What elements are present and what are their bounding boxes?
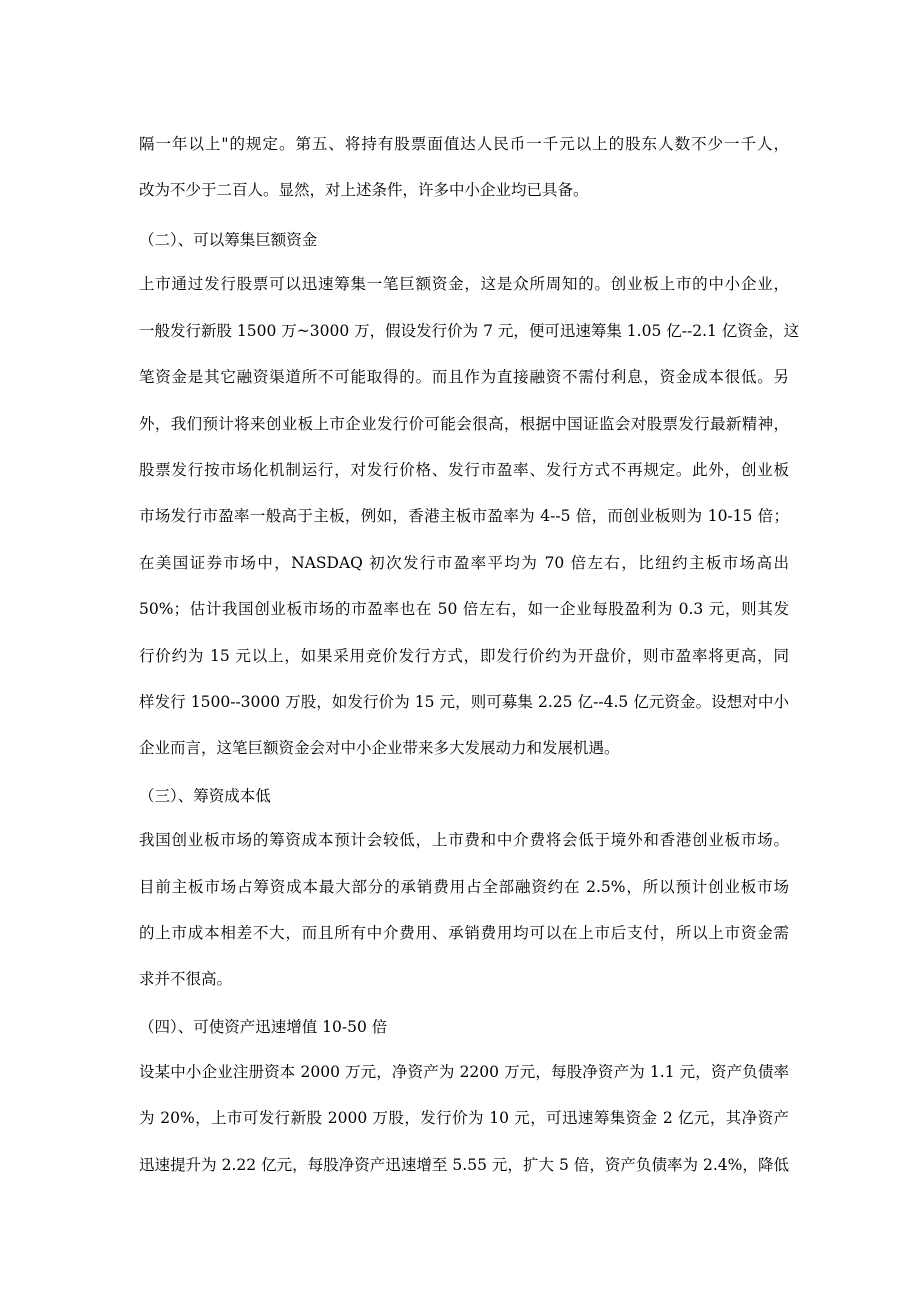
section-heading: （四）、可使资产迅速增值 10-50 倍	[139, 1018, 388, 1036]
text-line: 一般发行新股 1500 万~3000 万，假设发行价为 7 元，便可迅速筹集 1.05 亿--2.1 亿资金，这	[139, 322, 800, 340]
text-line: 股票发行按市场化机制运行，对发行价格、发行市盈率、发行方式不再规定。此外，创业板	[139, 461, 789, 479]
text-line: 改为不少于二百人。显然，对上述条件，许多中小企业均已具备。	[139, 181, 589, 199]
text-line: 求并不很高。	[139, 970, 233, 988]
text-line: 样发行 1500--3000 万股，如发行价为 15 元，则可募集 2.25 亿--4.5 亿元资金。设想对中小	[139, 693, 789, 711]
text-line: 上市通过发行股票可以迅速筹集一笔巨额资金，这是众所周知的。创业板上市的中小企业，	[139, 275, 789, 293]
text-line: 设某中小企业注册资本 2000 万元，净资产为 2200 万元，每股净资产为 1.1 元，资产负债率	[139, 1063, 789, 1081]
text-line: 在美国证券市场中，NASDAQ 初次发行市盈率平均为 70 倍左右，比纽约主板市场高出	[139, 554, 789, 572]
text-line: 为 20%，上市可发行新股 2000 万股，发行价为 10 元，可迅速筹集资金 2 亿元，其净资产	[139, 1109, 789, 1127]
text-line: 行价约为 15 元以上，如果采用竞价发行方式，即发行价约为开盘价，则市盈率将更高，同	[139, 647, 789, 665]
text-line: 50%；估计我国创业板市场的市盈率也在 50 倍左右，如一企业每股盈利为 0.3 元，则其发	[139, 600, 789, 618]
text-line: 的上市成本相差不大，而且所有中介费用、承销费用均可以在上市后支付，所以上市资金需	[139, 924, 789, 942]
text-line: 市场发行市盈率一般高于主板，例如，香港主板市盈率为 4--5 倍，而创业板则为 10-15 倍；	[139, 507, 789, 525]
text-line: 外，我们预计将来创业板上市企业发行价可能会很高，根据中国证监会对股票发行最新精神，	[139, 415, 789, 433]
text-line: 企业而言，这笔巨额资金会对中小企业带来多大发展动力和发展机遇。	[139, 739, 620, 757]
text-line: 目前主板市场占筹资成本最大部分的承销费用占全部融资约在 2.5%，所以预计创业板市场	[139, 878, 789, 896]
text-line: 隔一年以上"的规定。第五、将持有股票面值达人民币一千元以上的股东人数不少一千人，	[139, 135, 789, 153]
section-heading: （三）、筹资成本低	[139, 787, 271, 805]
text-line: 我国创业板市场的筹资成本预计会较低，上市费和中介费将会低于境外和香港创业板市场。	[139, 831, 789, 849]
text-line: 笔资金是其它融资渠道所不可能取得的。而且作为直接融资不需付利息，资金成本很低。另	[139, 368, 789, 386]
text-line: 迅速提升为 2.22 亿元，每股净资产迅速增至 5.55 元，扩大 5 倍，资产负债率为 2.4%，降低	[139, 1156, 789, 1174]
section-heading: （二）、可以筹集巨额资金	[139, 231, 318, 249]
